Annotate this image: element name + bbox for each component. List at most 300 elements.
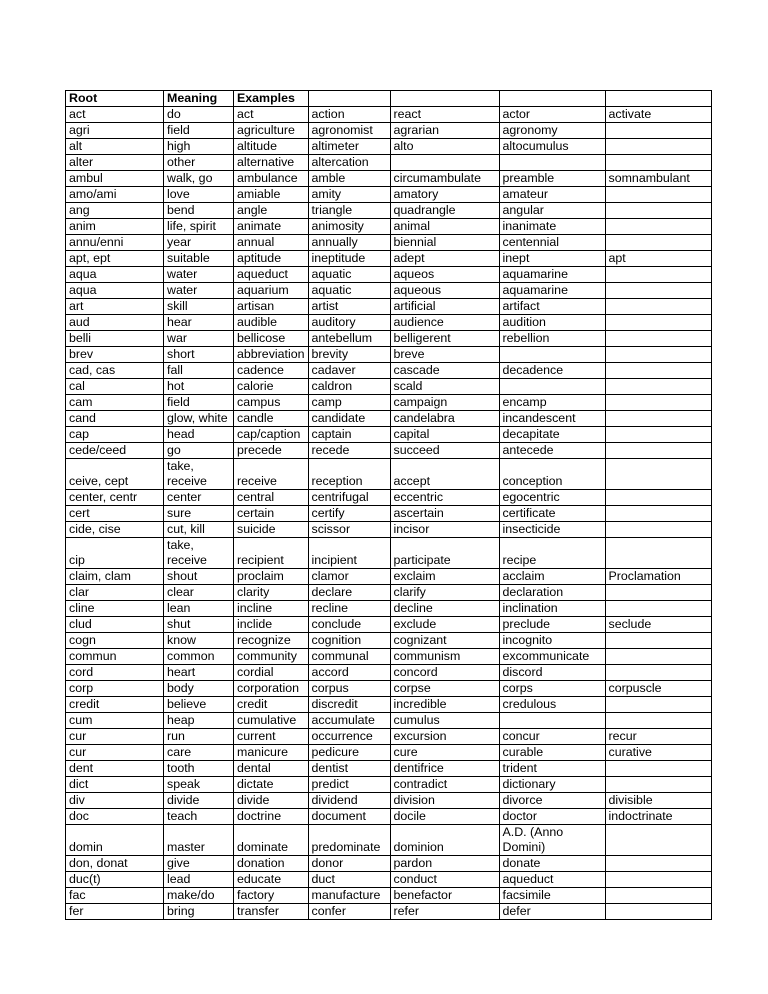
root-cell: cum — [66, 713, 164, 729]
table-row — [66, 379, 712, 395]
example-cell: cascade — [390, 363, 499, 379]
example-cell: cadence — [234, 363, 309, 379]
example-cell: artist — [308, 299, 390, 315]
meaning-cell: cut, kill — [164, 522, 234, 538]
meaning-cell: hear — [164, 315, 234, 331]
meaning-cell: life, spirit — [164, 219, 234, 235]
example-cell — [499, 379, 605, 395]
example-cell: aqueous — [390, 283, 499, 299]
example-cell: divisible — [605, 793, 711, 809]
example-cell: annually — [308, 235, 390, 251]
example-cell: alternative — [234, 155, 309, 171]
table-row — [66, 729, 712, 745]
example-cell — [499, 155, 605, 171]
example-cell: indoctrinate — [605, 809, 711, 825]
example-cell: dentist — [308, 761, 390, 777]
table-row — [66, 331, 712, 347]
example-cell: angle — [234, 203, 309, 219]
example-cell: caldron — [308, 379, 390, 395]
example-cell: audible — [234, 315, 309, 331]
example-cell: communism — [390, 649, 499, 665]
example-cell: brevity — [308, 347, 390, 363]
root-cell: cord — [66, 665, 164, 681]
root-cell: brev — [66, 347, 164, 363]
meaning-cell: water — [164, 267, 234, 283]
example-cell: dictate — [234, 777, 309, 793]
example-cell: dominion — [390, 825, 499, 856]
root-cell: cap — [66, 427, 164, 443]
example-cell: auditory — [308, 315, 390, 331]
meaning-cell: body — [164, 681, 234, 697]
meaning-cell: shout — [164, 569, 234, 585]
root-cell: cide, cise — [66, 522, 164, 538]
example-cell: inclination — [499, 601, 605, 617]
table-row — [66, 825, 712, 856]
example-cell: certain — [234, 506, 309, 522]
example-cell: apt — [605, 251, 711, 267]
example-cell: eccentric — [390, 490, 499, 506]
example-cell: accept — [390, 459, 499, 490]
example-cell: transfer — [234, 904, 309, 920]
root-cell: anim — [66, 219, 164, 235]
example-cell — [605, 155, 711, 171]
example-cell: triangle — [308, 203, 390, 219]
meaning-cell: walk, go — [164, 171, 234, 187]
example-cell — [499, 713, 605, 729]
example-cell: discord — [499, 665, 605, 681]
example-cell: predominate — [308, 825, 390, 856]
example-cell: central — [234, 490, 309, 506]
root-cell: dict — [66, 777, 164, 793]
example-cell: pardon — [390, 856, 499, 872]
example-cell: doctrine — [234, 809, 309, 825]
root-cell: fac — [66, 888, 164, 904]
root-cell: cert — [66, 506, 164, 522]
example-cell: alto — [390, 139, 499, 155]
example-cell: action — [308, 107, 390, 123]
header-examples: Examples — [234, 91, 309, 107]
example-cell: curative — [605, 745, 711, 761]
root-cell: cip — [66, 538, 164, 569]
example-cell: incipient — [308, 538, 390, 569]
table-row — [66, 203, 712, 219]
root-cell: ang — [66, 203, 164, 219]
example-cell: preclude — [499, 617, 605, 633]
table-row — [66, 123, 712, 139]
meaning-cell: skill — [164, 299, 234, 315]
example-cell: document — [308, 809, 390, 825]
example-cell: donate — [499, 856, 605, 872]
example-cell: preamble — [499, 171, 605, 187]
table-row — [66, 601, 712, 617]
example-cell: incisor — [390, 522, 499, 538]
example-cell: defer — [499, 904, 605, 920]
meaning-cell: other — [164, 155, 234, 171]
meaning-cell: field — [164, 395, 234, 411]
header-blank — [390, 91, 499, 107]
example-cell: centrifugal — [308, 490, 390, 506]
meaning-cell: take, receive — [164, 538, 234, 569]
table-row — [66, 506, 712, 522]
example-cell: excursion — [390, 729, 499, 745]
example-cell: donor — [308, 856, 390, 872]
example-cell: acclaim — [499, 569, 605, 585]
example-cell: amatory — [390, 187, 499, 203]
example-cell: reception — [308, 459, 390, 490]
example-cell: egocentric — [499, 490, 605, 506]
table-row — [66, 443, 712, 459]
table-row — [66, 490, 712, 506]
example-cell: donation — [234, 856, 309, 872]
meaning-cell: water — [164, 283, 234, 299]
example-cell: corporation — [234, 681, 309, 697]
example-cell: dental — [234, 761, 309, 777]
example-cell: cure — [390, 745, 499, 761]
example-cell: Proclamation — [605, 569, 711, 585]
example-cell — [605, 347, 711, 363]
root-cell: credit — [66, 697, 164, 713]
example-cell: animate — [234, 219, 309, 235]
example-cell: inanimate — [499, 219, 605, 235]
example-cell — [605, 856, 711, 872]
example-cell: succeed — [390, 443, 499, 459]
example-cell: inept — [499, 251, 605, 267]
example-cell: decadence — [499, 363, 605, 379]
example-cell: credulous — [499, 697, 605, 713]
meaning-cell: lean — [164, 601, 234, 617]
example-cell: credit — [234, 697, 309, 713]
example-cell: centennial — [499, 235, 605, 251]
table-row — [66, 538, 712, 569]
example-cell: animal — [390, 219, 499, 235]
example-cell — [605, 761, 711, 777]
example-cell: dividend — [308, 793, 390, 809]
root-cell: art — [66, 299, 164, 315]
example-cell — [605, 697, 711, 713]
root-cell: cand — [66, 411, 164, 427]
example-cell — [605, 872, 711, 888]
example-cell — [605, 379, 711, 395]
example-cell: seclude — [605, 617, 711, 633]
example-cell: cognizant — [390, 633, 499, 649]
root-cell: agri — [66, 123, 164, 139]
table-row — [66, 793, 712, 809]
table-row — [66, 809, 712, 825]
example-cell: breve — [390, 347, 499, 363]
example-cell: aqueduct — [499, 872, 605, 888]
roots-table — [65, 90, 712, 920]
root-cell: don, donat — [66, 856, 164, 872]
root-cell: cal — [66, 379, 164, 395]
example-cell — [605, 538, 711, 569]
table-row — [66, 363, 712, 379]
root-cell: dent — [66, 761, 164, 777]
header-blank — [605, 91, 711, 107]
root-cell: aqua — [66, 267, 164, 283]
example-cell: docile — [390, 809, 499, 825]
meaning-cell: war — [164, 331, 234, 347]
example-cell: accord — [308, 665, 390, 681]
meaning-cell: bring — [164, 904, 234, 920]
table-row — [66, 267, 712, 283]
example-cell: agronomist — [308, 123, 390, 139]
example-cell: A.D. (Anno Domini) — [499, 825, 605, 856]
meaning-cell: heart — [164, 665, 234, 681]
root-cell: div — [66, 793, 164, 809]
table-row — [66, 251, 712, 267]
example-cell: amble — [308, 171, 390, 187]
table-row — [66, 713, 712, 729]
root-cell: alter — [66, 155, 164, 171]
table-row — [66, 665, 712, 681]
example-cell: angular — [499, 203, 605, 219]
table-row — [66, 856, 712, 872]
meaning-cell: hot — [164, 379, 234, 395]
example-cell: discredit — [308, 697, 390, 713]
example-cell: clarity — [234, 585, 309, 601]
meaning-cell: glow, white — [164, 411, 234, 427]
header-blank — [499, 91, 605, 107]
meaning-cell: tooth — [164, 761, 234, 777]
example-cell: recline — [308, 601, 390, 617]
example-cell: candidate — [308, 411, 390, 427]
example-cell: dictionary — [499, 777, 605, 793]
root-cell: cur — [66, 745, 164, 761]
example-cell: exclaim — [390, 569, 499, 585]
example-cell: amity — [308, 187, 390, 203]
root-cell: clar — [66, 585, 164, 601]
example-cell: conclude — [308, 617, 390, 633]
example-cell: agriculture — [234, 123, 309, 139]
example-cell: campaign — [390, 395, 499, 411]
example-cell: incredible — [390, 697, 499, 713]
example-cell: divide — [234, 793, 309, 809]
meaning-cell: teach — [164, 809, 234, 825]
table-row — [66, 299, 712, 315]
meaning-cell: suitable — [164, 251, 234, 267]
example-cell — [499, 347, 605, 363]
meaning-cell: divide — [164, 793, 234, 809]
example-cell — [605, 904, 711, 920]
example-cell: benefactor — [390, 888, 499, 904]
example-cell: agrarian — [390, 123, 499, 139]
example-cell: clamor — [308, 569, 390, 585]
example-cell: manicure — [234, 745, 309, 761]
example-cell — [605, 633, 711, 649]
example-cell — [605, 139, 711, 155]
root-cell: commun — [66, 649, 164, 665]
example-cell: camp — [308, 395, 390, 411]
example-cell: cadaver — [308, 363, 390, 379]
example-cell: divorce — [499, 793, 605, 809]
meaning-cell: common — [164, 649, 234, 665]
table-row — [66, 171, 712, 187]
example-cell: rebellion — [499, 331, 605, 347]
root-cell: clud — [66, 617, 164, 633]
table-row — [66, 697, 712, 713]
example-cell: cordial — [234, 665, 309, 681]
example-cell: quadrangle — [390, 203, 499, 219]
header-meaning: Meaning — [164, 91, 234, 107]
example-cell — [605, 315, 711, 331]
example-cell: aquarium — [234, 283, 309, 299]
example-cell — [605, 506, 711, 522]
example-cell: recipient — [234, 538, 309, 569]
example-cell — [605, 713, 711, 729]
example-cell: antecede — [499, 443, 605, 459]
example-cell: artifact — [499, 299, 605, 315]
example-cell: recognize — [234, 633, 309, 649]
meaning-cell: speak — [164, 777, 234, 793]
example-cell: decapitate — [499, 427, 605, 443]
example-cell: declare — [308, 585, 390, 601]
example-cell: cap/caption — [234, 427, 309, 443]
example-cell: corpuscle — [605, 681, 711, 697]
meaning-cell: know — [164, 633, 234, 649]
example-cell: artisan — [234, 299, 309, 315]
table-row — [66, 633, 712, 649]
root-cell: domin — [66, 825, 164, 856]
table-row — [66, 761, 712, 777]
root-cell: cline — [66, 601, 164, 617]
example-cell: certify — [308, 506, 390, 522]
example-cell — [605, 283, 711, 299]
header-blank — [308, 91, 390, 107]
example-cell: bellicose — [234, 331, 309, 347]
example-cell: abbreviation — [234, 347, 309, 363]
meaning-cell: give — [164, 856, 234, 872]
example-cell: suicide — [234, 522, 309, 538]
example-cell — [605, 459, 711, 490]
example-cell: encamp — [499, 395, 605, 411]
example-cell: aquatic — [308, 283, 390, 299]
example-cell: belligerent — [390, 331, 499, 347]
example-cell: amiable — [234, 187, 309, 203]
meaning-cell: master — [164, 825, 234, 856]
example-cell: altitude — [234, 139, 309, 155]
meaning-cell: do — [164, 107, 234, 123]
example-cell: annual — [234, 235, 309, 251]
table-row — [66, 427, 712, 443]
example-cell: artificial — [390, 299, 499, 315]
example-cell: somnambulant — [605, 171, 711, 187]
example-cell: occurrence — [308, 729, 390, 745]
meaning-cell: year — [164, 235, 234, 251]
example-cell: communal — [308, 649, 390, 665]
example-cell: cognition — [308, 633, 390, 649]
example-cell — [605, 203, 711, 219]
meaning-cell: lead — [164, 872, 234, 888]
example-cell: conception — [499, 459, 605, 490]
example-cell — [605, 187, 711, 203]
example-cell: current — [234, 729, 309, 745]
header-row — [66, 91, 712, 107]
root-cell: cede/ceed — [66, 443, 164, 459]
table-row — [66, 411, 712, 427]
example-cell: altercation — [308, 155, 390, 171]
root-cell: cur — [66, 729, 164, 745]
meaning-cell: believe — [164, 697, 234, 713]
example-cell: concord — [390, 665, 499, 681]
table-row — [66, 904, 712, 920]
example-cell: biennial — [390, 235, 499, 251]
example-cell: capital — [390, 427, 499, 443]
root-cell: annu/enni — [66, 235, 164, 251]
example-cell: contradict — [390, 777, 499, 793]
example-cell: recur — [605, 729, 711, 745]
example-cell: actor — [499, 107, 605, 123]
meaning-cell: sure — [164, 506, 234, 522]
example-cell: duct — [308, 872, 390, 888]
meaning-cell: high — [164, 139, 234, 155]
example-cell: cumulus — [390, 713, 499, 729]
example-cell — [605, 585, 711, 601]
table-row — [66, 347, 712, 363]
table-row — [66, 283, 712, 299]
example-cell — [605, 427, 711, 443]
example-cell — [605, 395, 711, 411]
example-cell: confer — [308, 904, 390, 920]
example-cell — [605, 443, 711, 459]
example-cell: aquatic — [308, 267, 390, 283]
example-cell — [605, 363, 711, 379]
example-cell: accumulate — [308, 713, 390, 729]
example-cell — [605, 267, 711, 283]
example-cell — [605, 665, 711, 681]
meaning-cell: bend — [164, 203, 234, 219]
example-cell: incline — [234, 601, 309, 617]
table-row — [66, 395, 712, 411]
root-cell: cogn — [66, 633, 164, 649]
example-cell — [605, 601, 711, 617]
table-row — [66, 315, 712, 331]
table-row — [66, 745, 712, 761]
root-cell: apt, ept — [66, 251, 164, 267]
meaning-cell: short — [164, 347, 234, 363]
example-cell — [605, 490, 711, 506]
example-cell: candle — [234, 411, 309, 427]
example-cell: incandescent — [499, 411, 605, 427]
root-cell: claim, clam — [66, 569, 164, 585]
example-cell: activate — [605, 107, 711, 123]
example-cell: corpus — [308, 681, 390, 697]
example-cell: clarify — [390, 585, 499, 601]
example-cell: scald — [390, 379, 499, 395]
meaning-cell: shut — [164, 617, 234, 633]
example-cell — [605, 331, 711, 347]
example-cell: agronomy — [499, 123, 605, 139]
example-cell: division — [390, 793, 499, 809]
meaning-cell: take, receive — [164, 459, 234, 490]
example-cell: incognito — [499, 633, 605, 649]
root-cell: cad, cas — [66, 363, 164, 379]
table-row — [66, 872, 712, 888]
example-cell: campus — [234, 395, 309, 411]
meaning-cell: care — [164, 745, 234, 761]
example-cell: aquamarine — [499, 267, 605, 283]
example-cell: react — [390, 107, 499, 123]
example-cell: candelabra — [390, 411, 499, 427]
example-cell: manufacture — [308, 888, 390, 904]
example-cell: participate — [390, 538, 499, 569]
example-cell: factory — [234, 888, 309, 904]
meaning-cell: go — [164, 443, 234, 459]
table-row — [66, 617, 712, 633]
meaning-cell: clear — [164, 585, 234, 601]
example-cell: altocumulus — [499, 139, 605, 155]
example-cell: corps — [499, 681, 605, 697]
example-cell: predict — [308, 777, 390, 793]
